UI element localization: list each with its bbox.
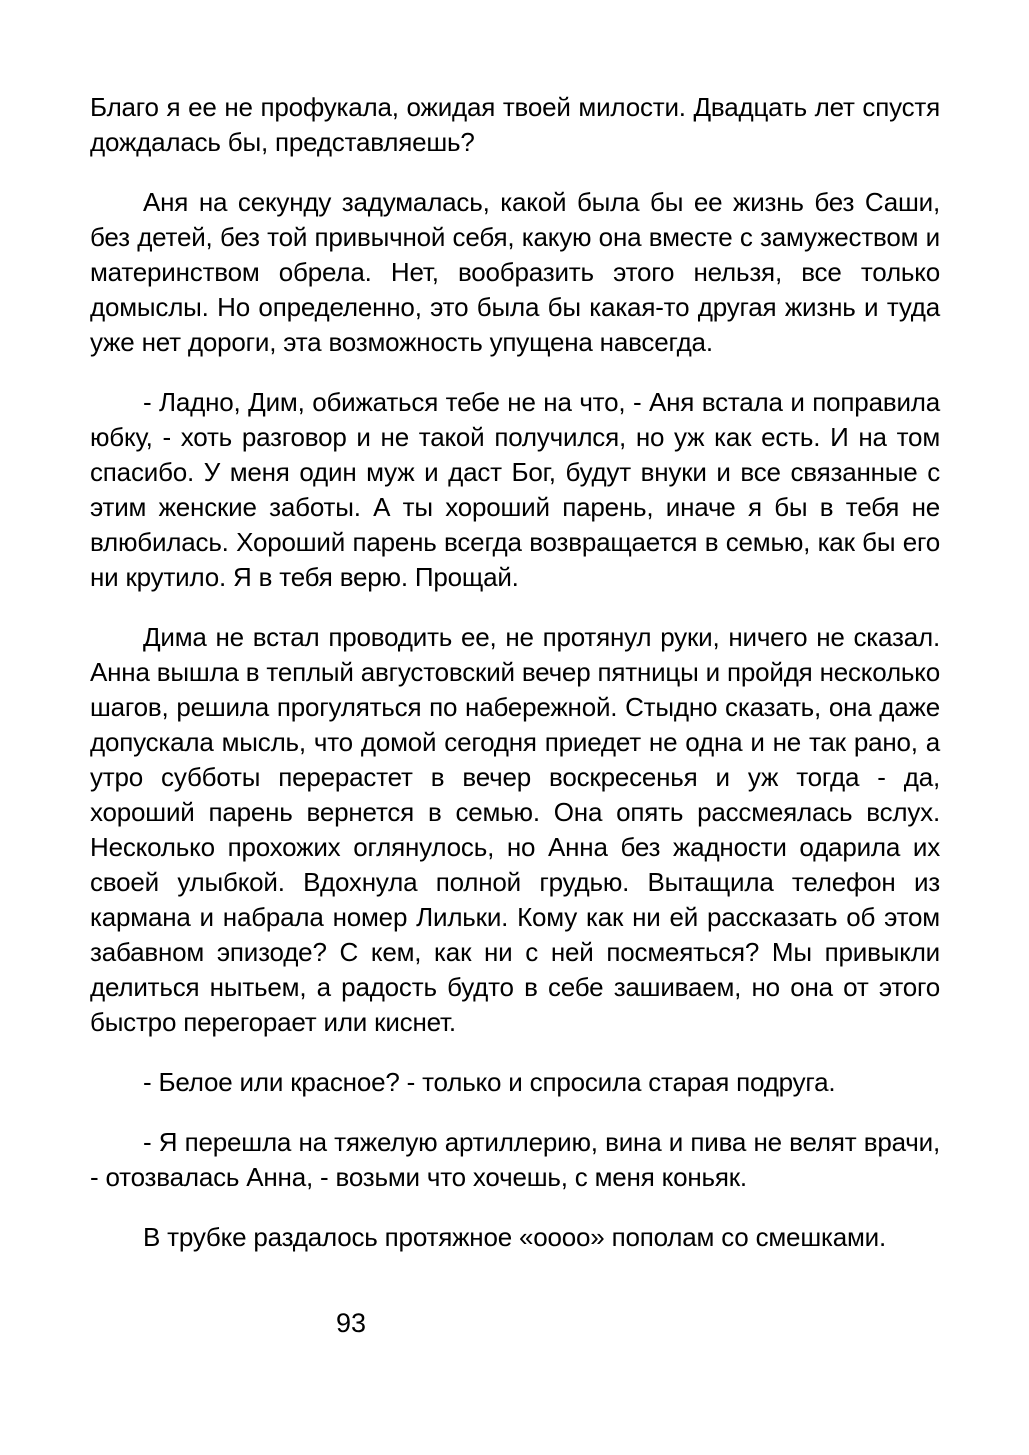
paragraph: - Я перешла на тяжелую артиллерию, вина и пива не велят врачи, - отозвалась Анна, - возьми что хочешь, с меня коньяк. — [90, 1127, 940, 1192]
paragraph: Аня на секунду задумалась, какой была бы ее жизнь без Саши, без детей, без той привычной себя, какую она вместе с замужеством и материнством обрела. Нет, вообразить этого нельзя, все только домыслы. Но определенно, это была бы какая-то другая жизнь и туда уже нет дороги, эта возможность упущена навсегда. — [90, 187, 940, 357]
page-text — [90, 90, 940, 1280]
paragraph: - Ладно, Дим, обижаться тебе не на что, - Аня встала и поправила юбку, - хоть разговор и не такой получился, но уж как есть. И на том спасибо. У меня один муж и даст Бог, будут внуки и все связанные с этим женские заботы. А ты хороший парень, иначе я бы в тебя не влюбилась. Хороший парень всегда возвращается в семью, как бы его ни крутило. Я в тебя верю. Прощай. — [90, 387, 940, 592]
paragraph: В трубке раздалось протяжное «оооо» пополам со смешками. — [143, 1222, 887, 1252]
paragraph: Благо я ее не профукала, ожидая твоей милости. Двадцать лет спустя дождалась бы, представляешь? — [90, 92, 940, 157]
paragraph: Дима не встал проводить ее, не протянул руки, ничего не сказал. Анна вышла в теплый августовский вечер пятницы и пройдя несколько шагов, решила прогуляться по набережной. Стыдно сказать, она даже допускала мысль, что домой сегодня приедет не одна и не так рано, а утро субботы перерастет в вечер воскресенья и уж тогда - да, хороший парень вернется в семью. Она опять рассмеялась вслух. Несколько прохожих оглянулось, но Анна без жадности одарила их своей улыбкой. Вдохнула полной грудью. Вытащила телефон из кармана и набрала номер Лильки. Кому как ни ей рассказать об этом забавном эпизоде? С кем, как ни с ней посмеяться? Мы привыкли делиться нытьем, а радость будто в себе зашиваем, но она от этого быстро перегорает или киснет. — [90, 622, 940, 1037]
page-number: 93 — [336, 1308, 367, 1338]
paragraph: - Белое или красное? - только и спросила старая подруга. — [143, 1067, 836, 1097]
